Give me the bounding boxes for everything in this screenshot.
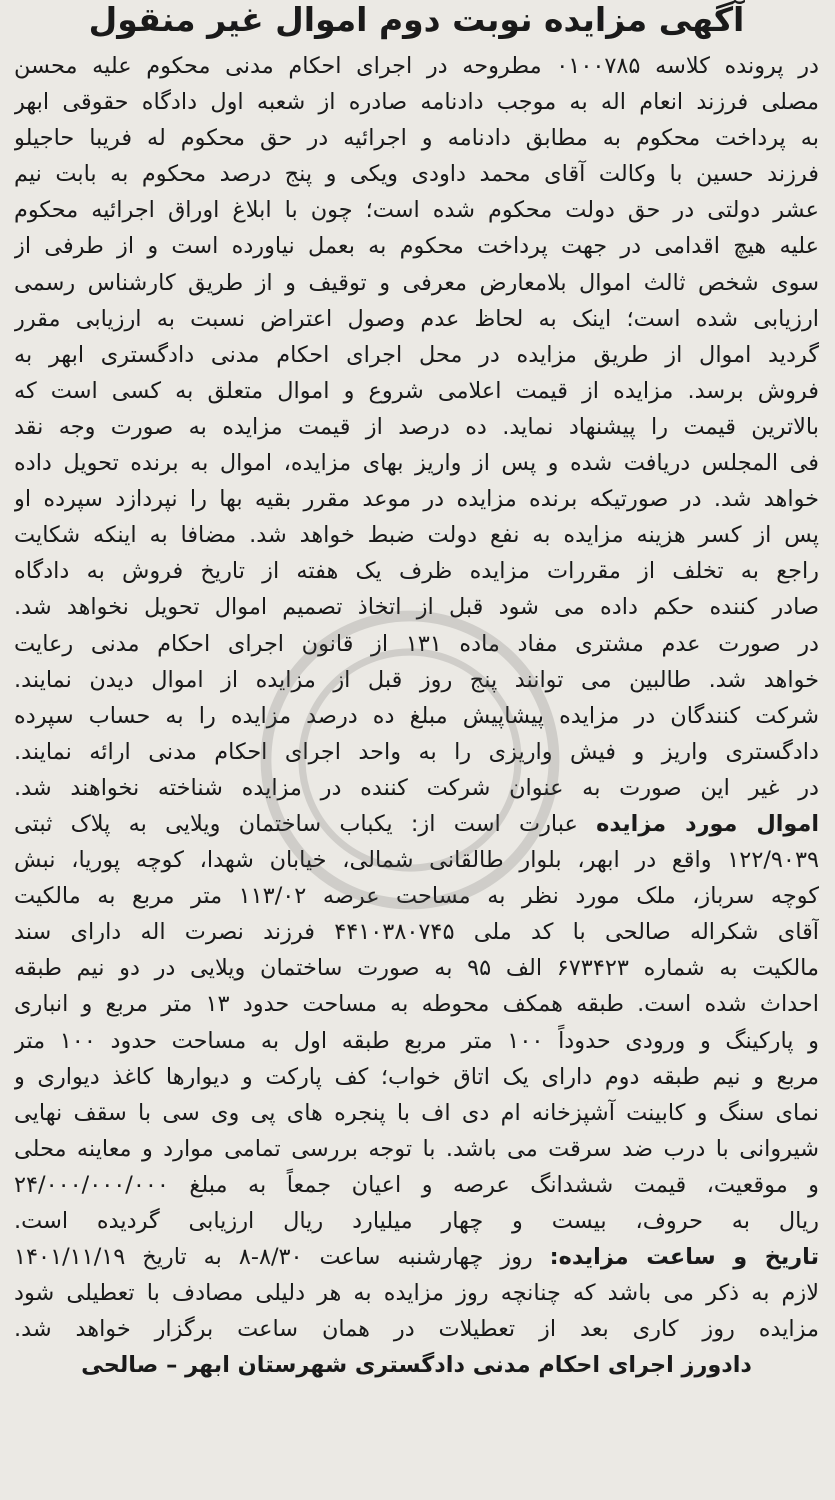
date-value: روز چهارشنبه ساعت ۸/۳۰-۸ به تاریخ ۱۴۰۱/۱۱/۱۹ (14, 1244, 550, 1271)
property-line: ریال به حروف، بیست و چهار میلیارد ریال ارزیابی گردیده است. (14, 1208, 819, 1234)
property-line: شیروانی با درب ضد سرقت می باشد. با توجه بررسی تمامی موارد و معاینه محلی (14, 1135, 819, 1162)
property-heading-line (14, 806, 819, 842)
body-line: علیه هیچ اقدامی در جهت پرداخت محکوم به بعمل نیاورده است و از طرفی از (14, 233, 819, 260)
body-line: صادر کننده حکم داده می شود قبل از اتخاذ تصمیم اموال تحویل نخواهد شد. (14, 594, 819, 621)
notice-body (14, 48, 819, 1347)
body-line: در غیر این صورت به عنوان شرکت کننده در مزایده شناخته نخواهند شد. (14, 774, 819, 801)
property-line: و پارکینگ و ورودی حدوداً ۱۰۰ متر مربع طبقه اول به مساحت حدود ۱۰۰ متر (14, 1027, 819, 1054)
property-line: و موقعیت، قیمت ششدانگ عرصه و اعیان جمعاً به مبلغ ۲۴/۰۰۰/۰۰۰/۰۰۰ (14, 1171, 819, 1198)
property-line: مالکیت به شماره ۶۷۳۴۲۳ الف ۹۵ به صورت ساختمان ویلایی در دو نیم طبقه (14, 955, 819, 982)
property-line: مربع و نیم طبقه دوم دارای یک اتاق خواب؛ کف پارکت و دیوارها کاغذ دیواری و (14, 1063, 819, 1090)
body-line: در صورت عدم مشتری مفاد ماده ۱۳۱ از قانون اجرای احکام مدنی رعایت (14, 630, 819, 657)
body-line: فروش برسد. مزایده از قیمت اعلامی شروع و اموال متعلق به کسی است که (14, 377, 819, 404)
body-line: به پرداخت محکوم به مطابق دادنامه و اجرائیه در حق محکوم له فریبا حاجیلو (14, 125, 819, 152)
body-line: شرکت کنندگان در مزایده پیشاپیش مبلغ ده درصد مزایده را به حساب سپرده (14, 702, 819, 729)
property-line: ۱۲۲/۹۰۳۹ واقع در ابهر، بلوار طالقانی شمالی، خیابان شهدا، کوچه پوریا، نبش (14, 847, 819, 874)
body-line: سوی شخص ثالث اموال بلامعارض معرفی و توقیف و از طریق کارشناس رسمی (14, 269, 819, 296)
body-line: پس از کسر هزینه مزایده به نفع دولت ضبط خواهد شد. مضافا به اینکه شکایت (14, 522, 819, 549)
notice-title: آگهی مزایده نوبت دوم اموال غیر منقول (88, 0, 745, 39)
body-line: خواهد شد. در صورتیکه برنده مزایده در موعد مقرر بقیه بها را نپردازد سپرده او (14, 486, 819, 513)
property-label: اموال مورد مزایده (596, 810, 819, 837)
signature: دادورز اجرای احکام مدنی دادگستری شهرستان ابهر – صالحی (81, 1352, 752, 1379)
body-line: مصلی فرزند انعام اله به موجب دادنامه صادره از شعبه اول دادگاه حقوقی ابهر (14, 89, 819, 116)
body-line: فی المجلس دریافت شده و پس از واریز بهای مزایده، اموال به برنده تحویل داده (14, 450, 819, 477)
property-line: احداث شده است. طبقه همکف محوطه به مساحت حدود ۱۳ متر مربع و انباری (14, 991, 819, 1018)
body-line: خواهد شد. طالبین می توانند پنج روز قبل از مزایده از اموال دیدن نمایند. (14, 666, 819, 693)
property-line: آقای شکراله صالحی با کد ملی ۴۴۱۰۳۸۰۷۴۵ فرزند نصرت اله دارای سند (14, 919, 819, 946)
property-line: کوچه سرباز، ملک مورد نظر به مساحت عرصه ۱۱۳/۰۲ متر مربع به مالکیت (14, 883, 819, 910)
body-line: فرزند حسین با وکالت آقای محمد داودی ویکی و پنج درصد محکوم به بابت نیم (14, 161, 819, 188)
body-line: گردید اموال از طریق مزایده در محل اجرای احکام مدنی دادگستری ابهر به (14, 341, 819, 368)
property-line: نمای سنگ و کابینت آشپزخانه ام دی اف با پنجره های پی وی سی با سقف نهایی (14, 1099, 819, 1126)
body-line: در پرونده کلاسه ۰۱۰۰۷۸۵ مطروحه در اجرای احکام مدنی محکوم علیه محسن (14, 53, 819, 79)
date-label: تاریخ و ساعت مزایده: (549, 1244, 819, 1271)
body-line: بالاترین قیمت را پیشنهاد نماید. ده درصد از قیمت مزایده به صورت وجه نقد (14, 413, 819, 440)
date-line: مزایده روز کاری بعد از تعطیلات در همان ساعت برگزار خواهد شد. (14, 1316, 819, 1343)
body-line: ارزیابی شده است؛ اینک به لحاظ عدم وصول اعتراض نسبت به ارزیابی مقرر (14, 305, 819, 332)
date-line: لازم به ذکر می باشد که چنانچه روز مزایده به هر دلیلی مصادف با تعطیلی شود (14, 1280, 819, 1307)
body-line: عشر دولتی در حق دولت محکوم شده است؛ چون با ابلاغ اوراق اجرائیه محکوم (14, 197, 819, 224)
property-intro: عبارت است از: یکباب ساختمان ویلایی به پلاک ثبتی (14, 810, 597, 837)
body-line: دادگستری واریز و فیش واریزی را به واحد اجرای احکام مدنی ارائه نمایند. (14, 738, 819, 765)
date-heading-line (14, 1239, 819, 1275)
body-line: راجع به تخلف از مقررات مزایده ظرف یک هفته از تاریخ فروش به دادگاه (14, 558, 819, 585)
